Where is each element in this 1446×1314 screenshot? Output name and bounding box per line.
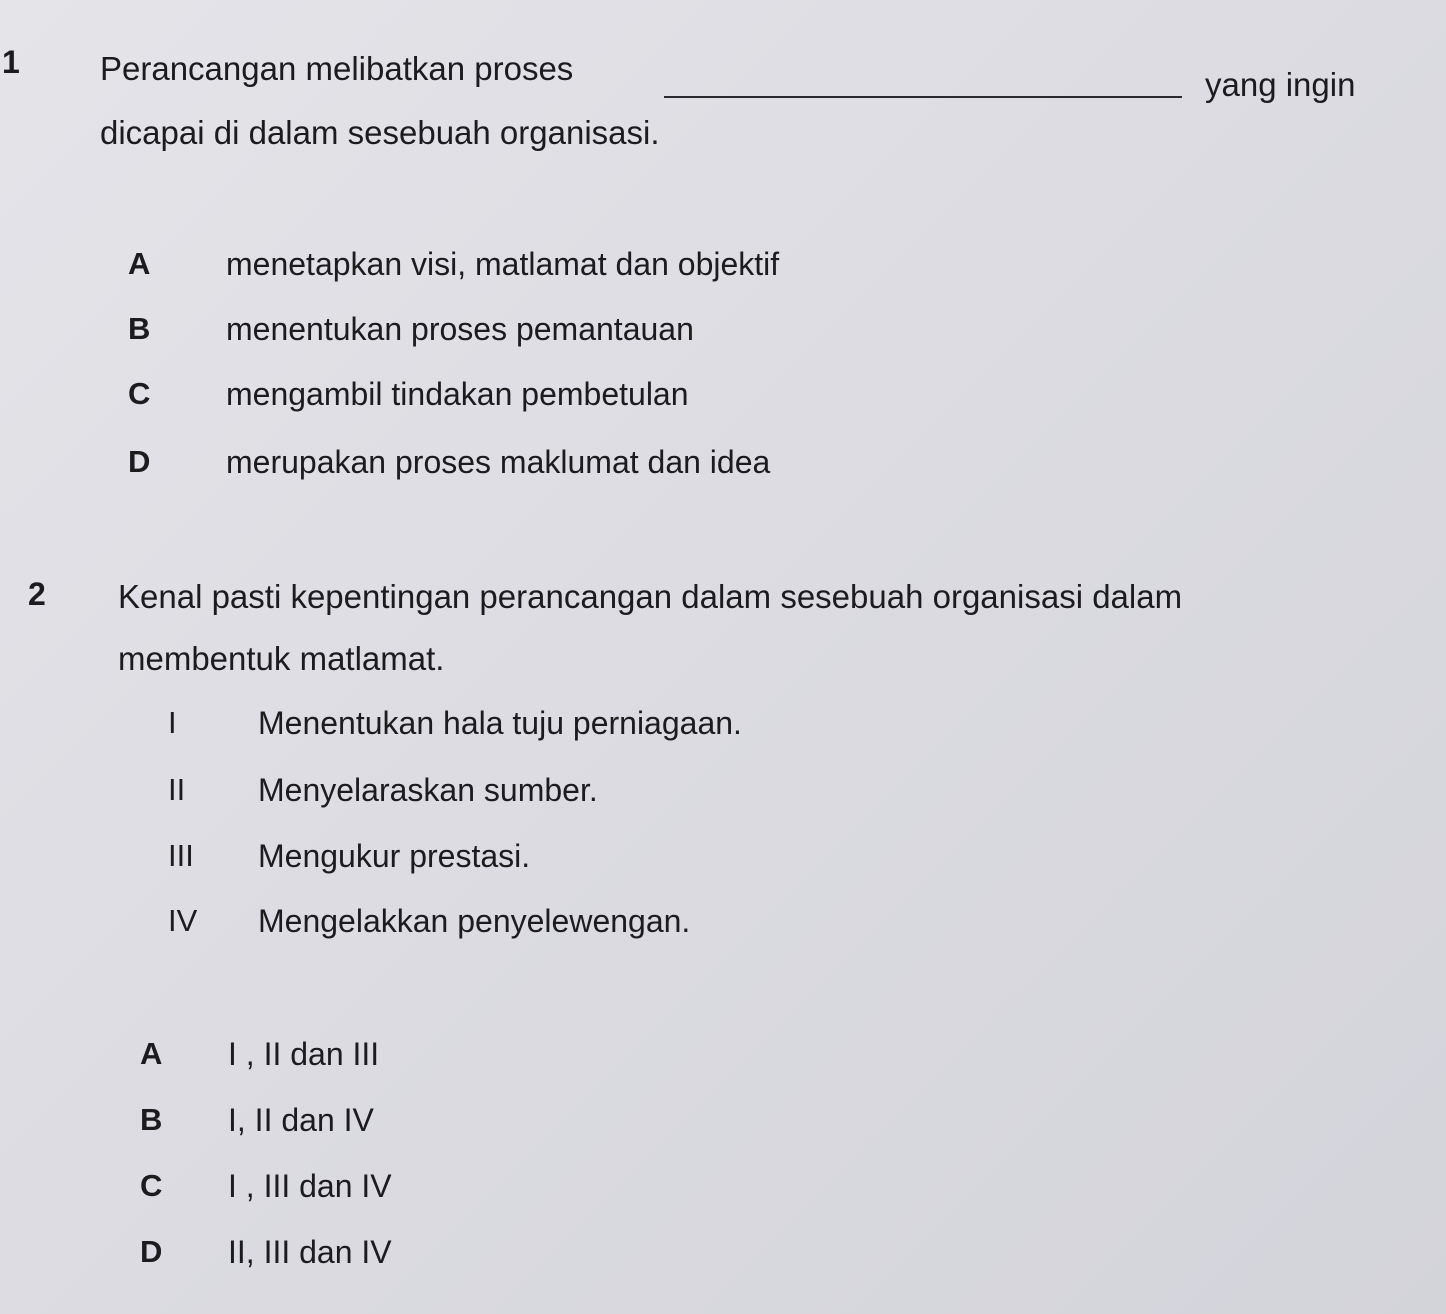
option-text-c: I , III dan IV bbox=[228, 1168, 392, 1204]
statement-numeral-iv: IV bbox=[168, 903, 198, 938]
option-letter-d: D bbox=[140, 1234, 163, 1269]
question-stem-line2: dicapai di dalam sesebuah organisasi. bbox=[100, 114, 660, 151]
option-letter-a: A bbox=[128, 246, 151, 281]
statement-text-iv: Mengelakkan penyelewengan. bbox=[258, 903, 691, 939]
statement-text-iii: Mengukur prestasi. bbox=[258, 838, 531, 874]
question-stem-line2: membentuk matlamat. bbox=[118, 640, 445, 677]
statement-text-ii: Menyelaraskan sumber. bbox=[258, 772, 598, 808]
option-letter-a: A bbox=[140, 1036, 163, 1071]
option-text-a: menetapkan visi, matlamat dan objektif bbox=[226, 246, 780, 282]
statement-numeral-i: I bbox=[168, 705, 177, 740]
option-letter-c: C bbox=[140, 1168, 163, 1203]
option-text-b: I, II dan IV bbox=[228, 1102, 374, 1138]
statement-numeral-iii: III bbox=[168, 838, 194, 873]
option-text-c: mengambil tindakan pembetulan bbox=[226, 376, 689, 412]
question-stem-line1: Kenal pasti kepentingan perancangan dalam sesebuah organisasi dalam bbox=[118, 578, 1183, 615]
question-stem-part1: Perancangan melibatkan proses bbox=[100, 50, 574, 87]
question-number: 2 bbox=[28, 576, 46, 612]
option-text-d: merupakan proses maklumat dan idea bbox=[226, 444, 771, 480]
option-letter-b: B bbox=[140, 1102, 163, 1137]
question-number: 1 bbox=[2, 44, 20, 80]
statement-numeral-ii: II bbox=[168, 772, 186, 807]
option-text-a: I , II dan III bbox=[228, 1036, 380, 1072]
answer-blank bbox=[664, 96, 1182, 98]
statement-text-i: Menentukan hala tuju perniagaan. bbox=[258, 705, 742, 741]
question-stem-part2: yang ingin bbox=[1205, 66, 1356, 103]
option-text-b: menentukan proses pemantauan bbox=[226, 311, 694, 347]
option-text-d: II, III dan IV bbox=[228, 1234, 392, 1270]
option-letter-d: D bbox=[128, 444, 151, 479]
option-letter-b: B bbox=[128, 311, 151, 346]
option-letter-c: C bbox=[128, 376, 151, 411]
